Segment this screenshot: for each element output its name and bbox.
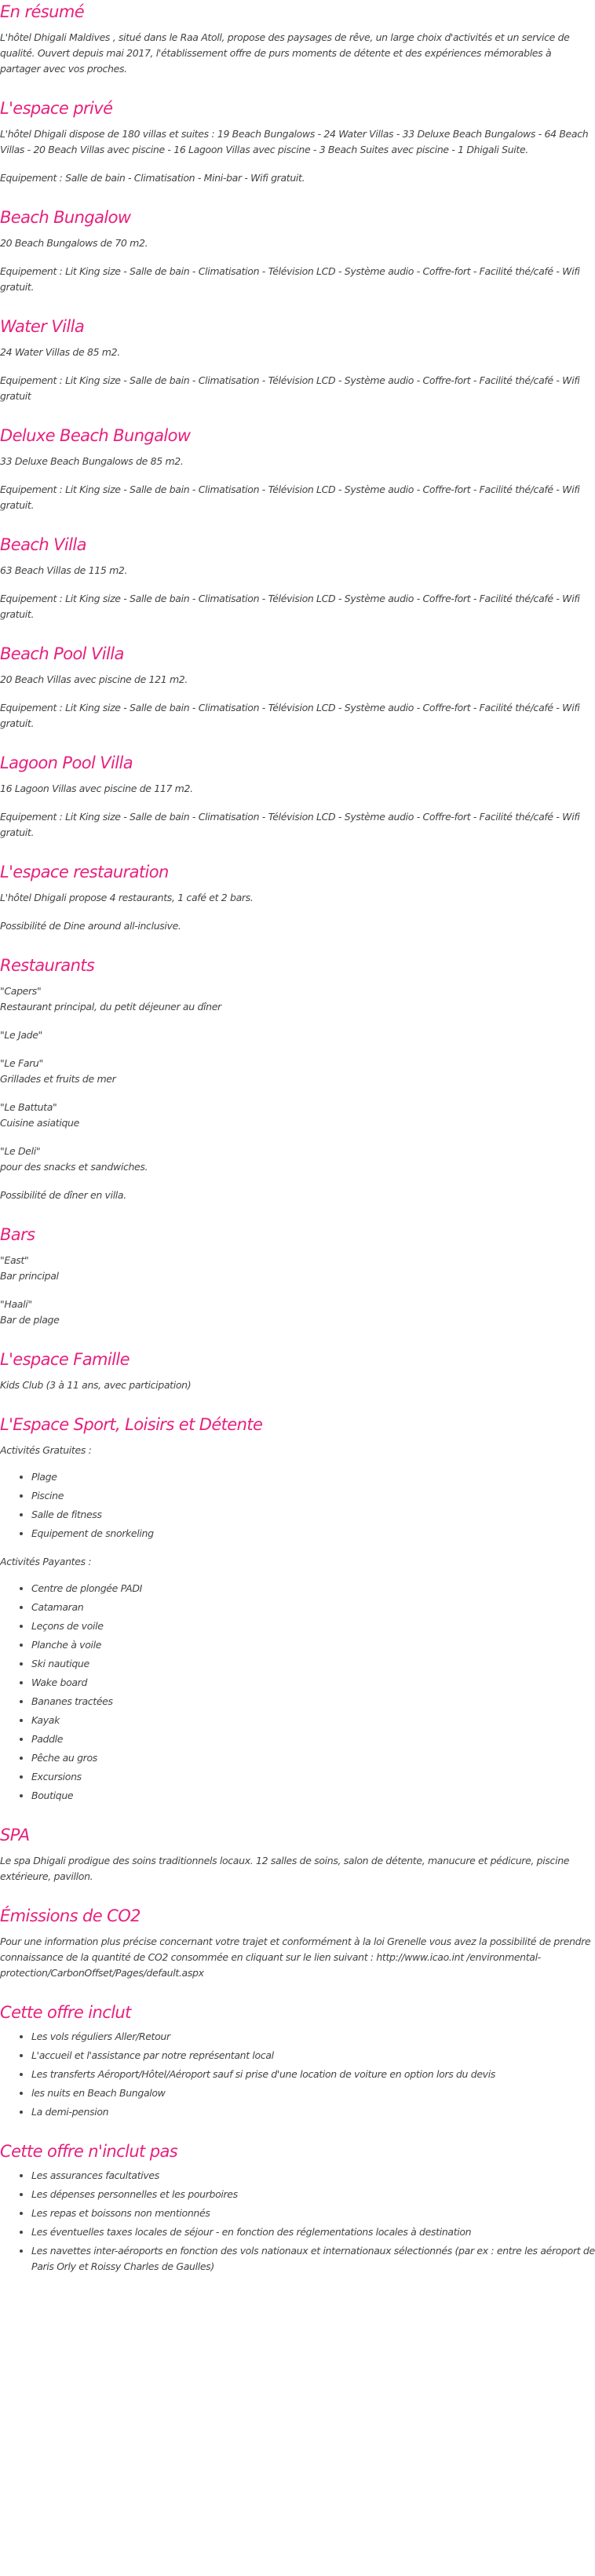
section-heading: Beach Pool Villa [0,644,124,663]
section-lagoon-pool-villa [0,744,595,841]
paragraph: Activités Payantes : [0,1556,92,1567]
paragraph: Equipement : Salle de bain - Climatisation - Mini-bar - Wifi gratuit. [0,172,305,184]
paragraph: Le spa Dhigali prodigue des soins traditionnels locaux. 12 salles de soins, salon de détente, manucure et pédicure, piscine extérieure, pavillon. [0,1855,570,1882]
paragraph: Activités Gratuites : [0,1444,92,1456]
list-item: • Plage [31,1469,595,1485]
section-heading: L'espace restauration [0,863,169,881]
list-item: • Centre de plongée PADI [31,1581,595,1596]
paragraph: Equipement : Lit King size - Salle de bain - Climatisation - Télévision LCD - Système audio - Coffre-fort - Facilité thé/café - Wifi gratuit. [0,811,580,838]
list-item: • Les navettes inter-aéroports en fonction des vols nationaux et internationaux sélectionnés (par ex : entre les aéroport de Paris Orly et Roissy Charles de Gaulles) [31,2243,595,2275]
paragraph: "Le Battuta" Cuisine asiatique [0,1101,79,1129]
section-emissions-de-co2 [0,1897,595,1981]
section-heading: Lagoon Pool Villa [0,753,133,772]
list-item: • Boutique [31,1788,595,1804]
bullet-list [0,1581,595,1804]
section-spa [0,1816,595,1885]
paragraph: Equipement : Lit King size - Salle de bain - Climatisation - Télévision LCD - Système audio - Coffre-fort - Facilité thé/café - Wifi gratuit. [0,483,580,511]
section-deluxe-beach-bungalow [0,417,595,513]
section-bars [0,1216,595,1328]
section-en-resume [0,0,595,77]
paragraph: L'hôtel Dhigali propose 4 restaurants, 1 café et 2 bars. [0,892,254,903]
list-item: • Les vols réguliers Aller/Retour [31,2029,595,2045]
paragraph: Equipement : Lit King size - Salle de bain - Climatisation - Télévision LCD - Système audio - Coffre-fort - Facilité thé/café - Wifi gratuit. [0,265,580,293]
section-restaurants [0,947,595,1203]
paragraph: 20 Beach Bungalows de 70 m2. [0,237,148,249]
paragraph: Pour une information plus précise concernant votre trajet et conformément à la loi Grenelle vous avez la possibilité de prendre connaissance de la quantité de CO2 consommée en cliquant sur le lien suivant : http://www.icao.int /environmental-protection/CarbonOffset/Pages/default.aspx [0,1936,591,1979]
section-l-espace-restauration [0,853,595,934]
list-item: • Wake board [31,1675,595,1691]
section-l-espace-famille [0,1341,595,1393]
list-item: • Bananes tractées [31,1694,595,1709]
section-heading: L'espace Famille [0,1350,130,1369]
section-heading: Beach Villa [0,535,86,554]
list-item: • L'accueil et l'assistance par notre représentant local [31,2048,595,2063]
section-water-villa [0,308,595,404]
section-heading: Émissions de CO2 [0,1906,141,1925]
list-item: • Les repas et boissons non mentionnés [31,2206,595,2221]
section-cette-offre-inclut [0,1994,595,2120]
list-item: • Piscine [31,1488,595,1504]
section-cette-offre-n-inclut-pas [0,2133,595,2275]
list-item: • les nuits en Beach Bungalow [31,2085,595,2101]
list-item: • Salle de fitness [31,1507,595,1523]
section-heading: Cette offre n'inclut pas [0,2142,178,2161]
paragraph: Equipement : Lit King size - Salle de bain - Climatisation - Télévision LCD - Système audio - Coffre-fort - Facilité thé/café - Wifi gratuit. [0,702,580,729]
list-item: • Ski nautique [31,1656,595,1672]
paragraph: "Haali" Bar de plage [0,1298,60,1326]
bullet-list [0,2029,595,2120]
section-l-espace-sport-loisirs-et-detente [0,1406,595,1804]
list-item: • Paddle [31,1731,595,1747]
list-item: • Catamaran [31,1600,595,1615]
paragraph: "Le Deli" pour des snacks et sandwiches. [0,1145,148,1173]
paragraph: Equipement : Lit King size - Salle de bain - Climatisation - Télévision LCD - Système audio - Coffre-fort - Facilité thé/café - Wifi gratuit. [0,593,580,620]
list-item: • Les dépenses personnelles et les pourboires [31,2187,595,2202]
list-item: • La demi-pension [31,2104,595,2120]
paragraph: L'hôtel Dhigali Maldives , situé dans le Raa Atoll, propose des paysages de rêve, un large choix d'activités et un service de qualité. Ouvert depuis mai 2017, l'établissement offre de purs moments de détente et des expériences mémorables à partager avec vos proches. [0,31,570,75]
section-beach-bungalow [0,199,595,295]
section-heading: L'espace privé [0,99,113,118]
paragraph: Possibilité de Dine around all-inclusive. [0,920,181,932]
paragraph: "East" Bar principal [0,1254,59,1282]
section-heading: L'Espace Sport, Loisirs et Détente [0,1415,263,1434]
paragraph: "Le Jade" [0,1029,42,1041]
list-item: • Planche à voile [31,1637,595,1653]
section-heading: Beach Bungalow [0,208,131,227]
section-heading: Bars [0,1225,35,1244]
paragraph: Equipement : Lit King size - Salle de bain - Climatisation - Télévision LCD - Système audio - Coffre-fort - Facilité thé/café - Wifi gratuit [0,374,580,402]
list-item: • Equipement de snorkeling [31,1526,595,1542]
list-item: • Les éventuelles taxes locales de séjour - en fonction des réglementations locales à destination [31,2224,595,2240]
section-heading: En résumé [0,2,85,21]
section-beach-pool-villa [0,635,595,732]
list-item: • Kayak [31,1713,595,1728]
paragraph: "Capers" Restaurant principal, du petit déjeuner au dîner [0,985,221,1013]
paragraph: 63 Beach Villas de 115 m2. [0,564,128,576]
list-item: • Les assurances facultatives [31,2168,595,2184]
section-heading: Restaurants [0,956,95,975]
bullet-list [0,1469,595,1542]
paragraph: "Le Faru" Grillades et fruits de mer [0,1057,116,1085]
section-heading: Water Villa [0,317,85,336]
section-heading: SPA [0,1826,30,1844]
section-heading: Cette offre inclut [0,2003,131,2022]
paragraph: 33 Deluxe Beach Bungalows de 85 m2. [0,455,184,467]
paragraph: 20 Beach Villas avec piscine de 121 m2. [0,673,188,685]
section-l-espace-prive [0,89,595,186]
paragraph: L'hôtel Dhigali dispose de 180 villas et suites : 19 Beach Bungalows - 24 Water Villas - 33 Deluxe Beach Bungalows - 64 Beach Villas - 20 Beach Villas avec piscine - 16 Lagoon Villas avec piscine - 3 Beach Suites avec piscine - 1 Dhigali Suite. [0,128,589,155]
list-item: • Pêche au gros [31,1750,595,1766]
paragraph: Kids Club (3 à 11 ans, avec participation) [0,1379,192,1391]
bullet-list [0,2168,595,2275]
paragraph: Possibilité de dîner en villa. [0,1189,126,1201]
section-heading: Deluxe Beach Bungalow [0,426,191,445]
paragraph: 16 Lagoon Villas avec piscine de 117 m2. [0,783,193,794]
list-item: • Les transferts Aéroport/Hôtel/Aéroport sauf si prise d'une location de voiture en option lors du devis [31,2067,595,2082]
list-item: • Leçons de voile [31,1618,595,1634]
paragraph: 24 Water Villas de 85 m2. [0,346,120,358]
section-beach-villa [0,526,595,622]
list-item: • Excursions [31,1769,595,1785]
